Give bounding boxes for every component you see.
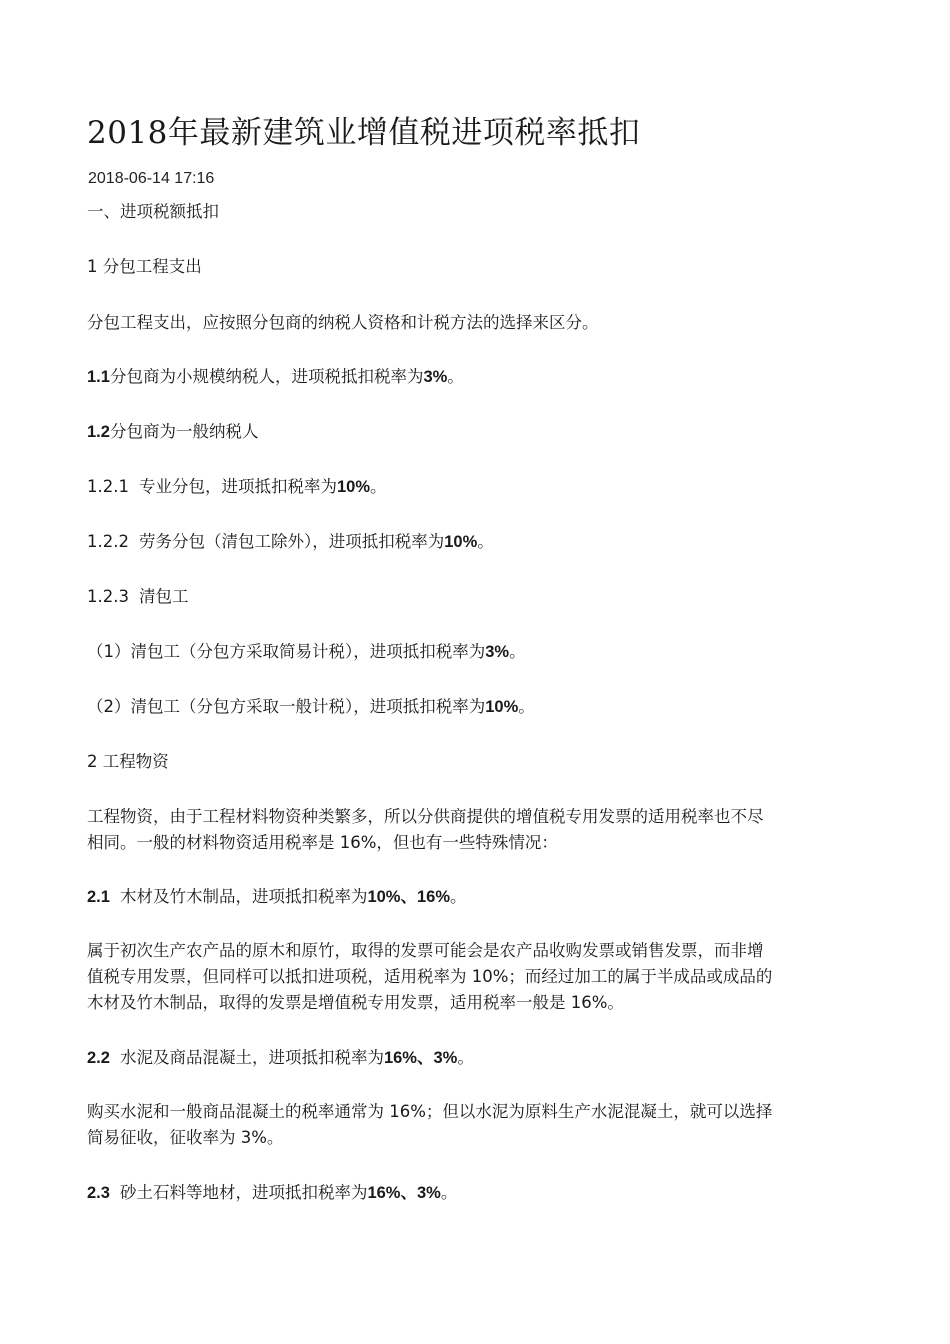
item-text: （2）清包工（分包方采取一般计税），进项抵扣税率为 [87,697,486,716]
item-2-3 [87,1180,872,1206]
item-number: 2.2 [87,1049,110,1067]
item-number: 1.2.1 [87,477,129,496]
item-rate: 16%、3% [383,1049,458,1067]
subsection-heading: 2 工程物资 [87,752,169,771]
item-end: 。 [509,642,526,661]
item-end: 。 [457,1048,474,1067]
item-text: 专业分包，进项抵扣税率为 [138,477,337,496]
item-text: 分包商为小规模纳税人，进项税抵扣税率为 [109,367,424,386]
item-1-2-3-b [87,694,872,720]
paragraph-line: 属于初次生产农产品的原木和原竹，取得的发票可能会是农产品收购发票或销售发票，而非增 [87,941,764,960]
paragraph-line: 相同。一般的材料物资适用税率是 16%，但也有一些特殊情况： [87,833,558,852]
document-title: 2018年最新建筑业增值税进项税率抵扣 [87,115,641,151]
item-2-2 [87,1045,872,1071]
section-heading: 一、进项税额抵扣 [87,202,219,221]
item-rate: 3% [485,643,510,661]
item-text: 清包工 [138,587,189,606]
subsection-heading: 1 分包工程支出 [87,257,202,276]
item-text: 砂土石料等地材，进项抵扣税率为 [119,1183,368,1202]
item-rate: 10% [336,478,371,496]
item-rate: 16%、3% [367,1184,441,1202]
item-end: 。 [440,1183,458,1202]
item-text: （1）清包工（分包方采取简易计税），进项抵扣税率为 [87,642,486,661]
item-1-2-2 [87,529,872,555]
item-text: 劳务分包（清包工除外），进项抵扣税率为 [138,532,445,551]
item-end: 。 [477,532,494,551]
item-number: 2.3 [87,1184,110,1202]
item-number: 1.2.2 [87,532,129,551]
item-rate: 10% [485,698,519,716]
item-end: 。 [370,477,387,496]
item-1-2-1 [87,474,872,500]
paragraph-line: 简易征收，征收率为 3%。 [87,1128,284,1147]
paragraph-line: 购买水泥和一般商品混凝土的税率通常为 16%；但以水泥为原料生产水泥混凝土，就可以选择 [87,1102,773,1121]
paragraph-line: 木材及竹木制品，取得的发票是增值税专用发票，适用税率一般是 16%。 [87,993,624,1012]
item-text: 木材及竹木制品，进项抵扣税率为 [119,887,368,906]
item-end: 。 [518,697,535,716]
item-text: 水泥及商品混凝土，进项抵扣税率为 [119,1048,384,1067]
paragraph-line: 值税专用发票，但同样可以抵扣进项税，适用税率为 10%；而经过加工的属于半成品或成品的 [87,967,773,986]
item-1-2-3 [87,584,872,610]
paragraph: 分包工程支出，应按照分包商的纳税人资格和计税方法的选择来区分。 [87,313,599,332]
item-1-1 [87,364,872,390]
item-number: 2.1 [87,888,110,906]
item-number: 1.1 [87,368,110,386]
item-end: 。 [450,887,467,906]
item-text: 分包商为一般纳税人 [109,422,259,441]
item-number: 1.2.3 [87,587,129,606]
item-1-2-3-a [87,639,872,665]
publish-date: 2018-06-14 17:16 [88,170,215,187]
item-1-2 [87,419,872,445]
item-rate: 10% [444,533,478,551]
item-end: 。 [447,367,464,386]
item-rate: 10%、16% [367,888,450,906]
item-rate: 3% [423,368,448,386]
paragraph-line: 工程物资，由于工程材料物资种类繁多，所以分供商提供的增值税专用发票的适用税率也不尽 [87,807,764,826]
item-2-1 [87,884,872,910]
item-number: 1.2 [87,423,110,441]
